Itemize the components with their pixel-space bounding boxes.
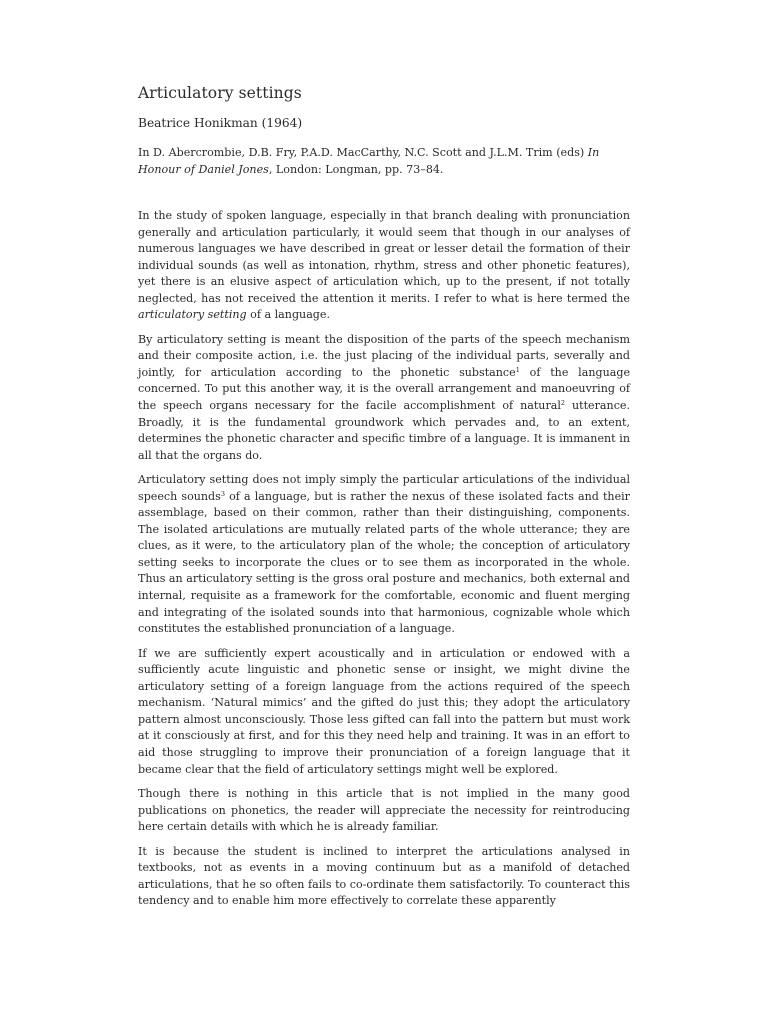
document-page	[138, 82, 630, 918]
author-line: Beatrice Honikman (1964)	[138, 116, 303, 130]
article-title: Articulatory settings	[138, 84, 302, 102]
term-articulatory-setting: articulatory setting	[138, 308, 247, 322]
citation	[138, 144, 630, 178]
citation-suffix: , London: Longman, pp. 73–84.	[268, 163, 444, 176]
footnote-ref-3: 3	[220, 489, 225, 498]
footnote-ref-2: 2	[560, 399, 566, 408]
paragraph-4: If we are sufficiently expert acoustically and in articulation or endowed with a sufficiently acute linguistic and phonetic sense or insight, we might divine the articulatory setting of a foreign language from the actions required of the speech mechanism. ‘Natural mimics’ and the gifted do just this; they adopt the articulatory pattern almost unconsciously. Those less gifted can fall into the pattern but must work at it consciously at first, and for this they need help and training. It was in an effort to aid those struggling to improve their pronunciation of a foreign language that it became clear that the field of articulatory settings might well be explored.	[138, 646, 630, 776]
citation-prefix: In D. Abercrombie, D.B. Fry, P.A.D. MacCarthy, N.C. Scott and J.L.M. Trim (eds)	[138, 146, 588, 159]
paragraph-6: It is because the student is inclined to interpret the articulations analysed in textbooks, not as events in a moving continuum but as a manifold of detached articulations, that he so often fails to co-ordinate them satisfactorily. To counteract this tendency and to enable him more effectively to correlate these apparently	[138, 844, 630, 908]
paragraph-5: Though there is nothing in this article that is not implied in the many good publications on phonetics, the reader will appreciate the necessity for reintroducing here certain details with which he is already familiar.	[138, 787, 630, 834]
article-body	[138, 208, 630, 910]
paragraph-2: By articulatory setting is meant the disposition of the parts of the speech mechanism and their composite action, i.e. the just placing of the individual parts, severally and jointly, for articulation according to the phonetic substance$^1$ of the language concerned. To put this another way, it is the overall arrangement and manoeuvring of the speech organs necessary for the facile accomplishment of natural$^2$ utterance. Broadly, it is the fundamental groundwork which pervades and, to an extent, determines the phonetic character and specific timbre of a language. It is immanent in all that the organs do.	[138, 332, 631, 462]
footnote-ref-1: 1	[515, 365, 520, 374]
paragraph-1: In the study of spoken language, especially in that branch dealing with pronunciation generally and articulation particularly, it would seem that though in our analyses of numerous languages we have described in great or lesser detail the formation of their individual sounds (as well as intonation, rhythm, stress and other phonetic features), yet there is an elusive aspect of articulation which, up to the present, if not totally neglected, has not received the attention it merits. I refer to what is here termed the articulatory setting of a language.	[138, 209, 630, 322]
paragraph-3: Articulatory setting does not imply simply the particular articulations of the individual speech sounds$^3$ of a language, but is rather the nexus of these isolated facts and their assemblage, based on their common, rather than their distinguishing, components. The isolated articulations are mutually related parts of the whole utterance; they are clues, as it were, to the articulatory plan of the whole; the conception of articulatory setting seeks to incorporate the clues or to see them as incorporated in the whole. Thus an articulatory setting is the gross oral posture and mechanics, both external and internal, requisite as a framework for the comfortable, economic and fluent merging and integrating of the isolated sounds into that harmonious, cognizable whole which constitutes the established pronunciation of a language.	[138, 473, 630, 636]
citation-book-title: In Honour of Daniel Jones	[138, 146, 600, 176]
